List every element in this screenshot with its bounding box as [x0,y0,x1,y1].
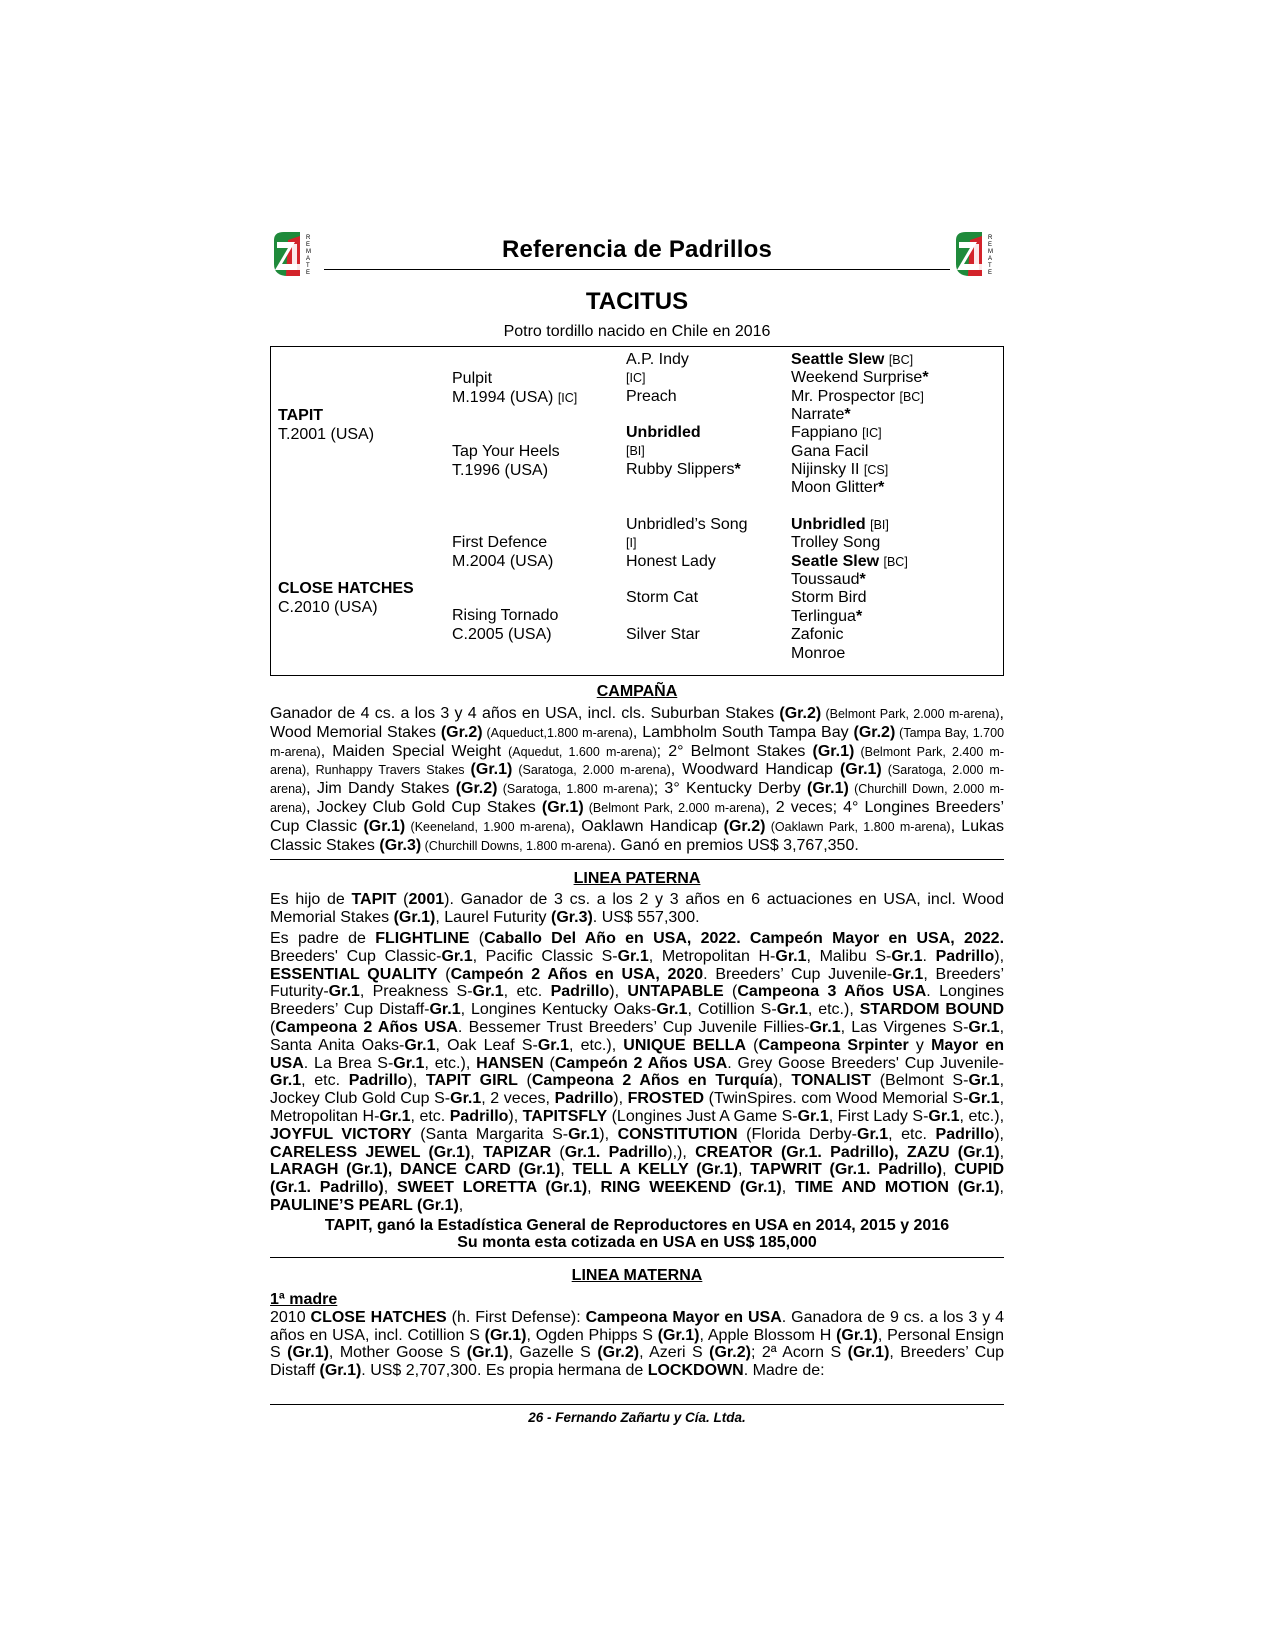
page-header [270,230,1004,278]
section-rule [270,859,1004,860]
zl-remates-logo-right [952,230,1004,278]
pedigree-g4-11: Seatle Slew [BC] [791,553,908,570]
svg-text:R: R [306,235,311,241]
pedigree-dam: CLOSE HATCHES C.2010 (USA) [278,580,414,616]
pedigree-g4-14: Terlingua* [791,608,863,625]
pedigree-g4-6: Gana Facil [791,443,869,460]
pedigree-dam-dam: Rising Tornado C.2005 (USA) [452,607,559,643]
pedigree-g4-3: Mr. Prospector [BC] [791,388,924,405]
campaign-heading: CAMPAÑA [596,683,678,700]
sire-line-paragraph-2: Es padre de FLIGHTLINE (Caballo Del Año en USA, 2022. Campeón Mayor en USA, 2022. Breeders' Cup Classic-Gr.1, Pacific Classic S-Gr.1, Metropolitan H-Gr.1, Malibu S-Gr.1. Padrillo), ESSENTIAL QUALITY (Campeón 2 Años en USA, 2020. Breeders’ Cup Juvenile-Gr.1, Breeders’ Futurity-Gr.1, Preakness S-Gr.1, etc. Padrillo), UNTAPABLE (Campeona 3 Años USA. Longines Breeders’ Cup Distaff-Gr.1, Longines Kentucky Oaks-Gr.1, Cotillion S-Gr.1, etc.), STARDOM BOUND (Campeona 2 Años USA. Bessemer Trust Breeders’ Cup Juvenile Fillies-Gr.1, Las Virgenes S-Gr.1, Santa Anita Oaks-Gr.1, Oak Leaf S-Gr.1, etc.), UNIQUE BELLA (Campeona Srpinter y Mayor en USA. La Brea S-Gr.1, etc.), HANSEN (Campeón 2 Años USA. Grey Goose Breeders' Cup Juvenile-Gr.1, etc. Padrillo), TAPIT GIRL (Campeona 2 Años en Turquía), TONALIST (Belmont S-Gr.1, Jockey Club Gold Cup S-Gr.1, 2 veces, Padrillo), FROSTED (TwinSpires. com Wood Memorial S-Gr.1, Metropolitan H-Gr.1, etc. Padrillo), TAPITSFLY (Longines Just A Game S-Gr.1, First Lady S-Gr.1, etc.), JOYFUL VICTORY (Santa Margarita S-Gr.1), CONSTITUTION (Florida Derby-Gr.1, etc. Padrillo), CARELESS JEWEL (Gr.1), TAPIZAR (Gr.1. Padrillo),), CREATOR (Gr.1. Padrillo), ZAZU (Gr.1), LARAGH (Gr.1), DANCE CARD (Gr.1), TELL A KELLY (Gr.1), TAPWRIT (Gr.1. Padrillo), CUPID (Gr.1. Padrillo), SWEET LORETTA (Gr.1), RING WEEKEND (Gr.1), TIME AND MOTION (Gr.1), PAULINE’S PEARL (Gr.1), [270,929,1005,1214]
campaign-text: Ganador de 4 cs. a los 3 y 4 años en USA, incl. cls. Suburban Stakes (Gr.2) (Belmont Park, 2.000 m-arena), Wood Memorial Stakes (Gr.2) (Aqueduct,1.800 m-arena), Lambholm South Tampa Bay (Gr.2) (Tampa Bay, 1.700 m-arena), Maiden Special Weight (Aquedut, 1.600 m-arena); 2° Belmont Stakes (Gr.1) (Belmont Park, 2.400 m-arena), Runhappy Travers Stakes (Gr.1) (Saratoga, 2.000 m-arena), Woodward Handicap (Gr.1) (Saratoga, 2.000 m-arena), Jim Dandy Stakes (Gr.2) (Saratoga, 1.800 m-arena); 3° Kentucky Derby (Gr.1) (Churchill Down, 2.000 m-arena), Jockey Club Gold Cup Stakes (Gr.1) (Belmont Park, 2.000 m-arena), 2 veces; 4° Longines Breeders’ Cup Classic (Gr.1) (Keeneland, 1.900 m-arena), Oaklawn Handicap (Gr.2) (Oaklawn Park, 1.800 m-arena), Lukas Classic Stakes (Gr.3) (Churchill Downs, 1.800 m-arena). Ganó en premios US$ 3,767,350. [270,705,1005,854]
pedigree-g4-8: Moon Glitter* [791,479,885,496]
svg-text:R: R [988,235,993,241]
sire-fee-line: Su monta esta cotizada en USA en US$ 185,000 [457,1234,817,1252]
pedigree-g4-2: Weekend Surprise* [791,369,929,386]
pedigree-g4-13: Storm Bird [791,589,867,606]
svg-text:M: M [306,249,311,255]
footer-rule [270,1404,1004,1405]
svg-text:E: E [306,242,311,248]
page-title: Referencia de Padrillos [501,236,773,263]
dam-line-paragraph: 2010 CLOSE HATCHES (h. First Defense): Campeona Mayor en USA. Ganadora de 9 cs. a los 3 y 4 años en USA, incl. Cotillion S (Gr.1), Ogden Phipps S (Gr.1), Apple Blossom H (Gr.1), Personal Ensign S (Gr.1), Mother Goose S (Gr.1), Gazelle S (Gr.2), Azeri S (Gr.2); 2ª Acorn S (Gr.1), Breeders’ Cup Distaff (Gr.1). US$ 2,707,300. Es propia hermana de LOCKDOWN. Madre de: [270,1308,1005,1380]
pedigree-g4-15: Zafonic [791,626,844,643]
pedigree-g3-1: A.P. Indy [IC] [626,351,689,385]
first-dam-label: 1ª madre [270,1290,338,1308]
pedigree-sire-dam: Tap Your Heels T.1996 (USA) [452,443,560,479]
pedigree-g4-12: Toussaud* [791,571,866,588]
svg-text:T: T [306,263,310,269]
pedigree-g4-10: Trolley Song [791,534,881,551]
pedigree-g4-4: Narrate* [791,406,851,423]
pedigree-sire: TAPIT T.2001 (USA) [278,407,375,443]
svg-text:M: M [988,249,993,255]
sire-line-paragraph-1: Es hijo de TAPIT (2001). Ganador de 3 cs. a los 2 y 3 años en 6 actuaciones en USA, incl. Wood Memorial Stakes (Gr.1), Laurel Futurity (Gr.3). US$ 557,300. [270,891,1005,927]
pedigree-g4-5: Fappiano [IC] [791,424,882,441]
svg-text:A: A [306,256,311,262]
svg-text:E: E [988,270,993,276]
pedigree-g3-6: Honest Lady [626,553,716,570]
svg-text:A: A [988,256,993,262]
svg-text:E: E [988,242,993,248]
pedigree-g3-7: Storm Cat [626,589,699,606]
svg-text:T: T [988,263,992,269]
pedigree-g3-3: Unbridled [BI] [626,424,701,458]
horse-name: TACITUS [585,288,689,315]
pedigree-g3-5: Unbridled’s Song [I] [626,516,748,550]
page-footer: 26 - Fernando Zañartu y Cía. Ltda. [528,1409,746,1425]
pedigree-g4-16: Monroe [791,645,846,662]
pedigree-table [270,346,1004,676]
zl-remates-logo-left [270,230,322,278]
pedigree-dam-sire: First Defence M.2004 (USA) [452,534,554,570]
pedigree-g3-4: Rubby Slippers* [626,461,741,478]
pedigree-g4-1: Seattle Slew [BC] [791,351,914,368]
pedigree-g4-7: Nijinsky II [CS] [791,461,889,478]
pedigree-g3-8: Silver Star [626,626,700,643]
pedigree-sire-sire: Pulpit M.1994 (USA) [IC] [452,370,578,406]
svg-text:E: E [306,270,311,276]
sire-line-heading: LINEA PATERNA [573,870,701,888]
header-rule [324,269,950,270]
sire-statistics-line: TAPIT, ganó la Estadística General de Reproductores en USA en 2014, 2015 y 2016 [324,1216,950,1234]
document-page [270,230,1004,1427]
section-rule [270,1257,1004,1258]
horse-description: Potro tordillo nacido en Chile en 2016 [503,323,771,340]
pedigree-g3-2: Preach [626,388,677,405]
pedigree-g4-9: Unbridled [BI] [791,516,889,533]
dam-line-heading: LINEA MATERNA [571,1266,703,1284]
